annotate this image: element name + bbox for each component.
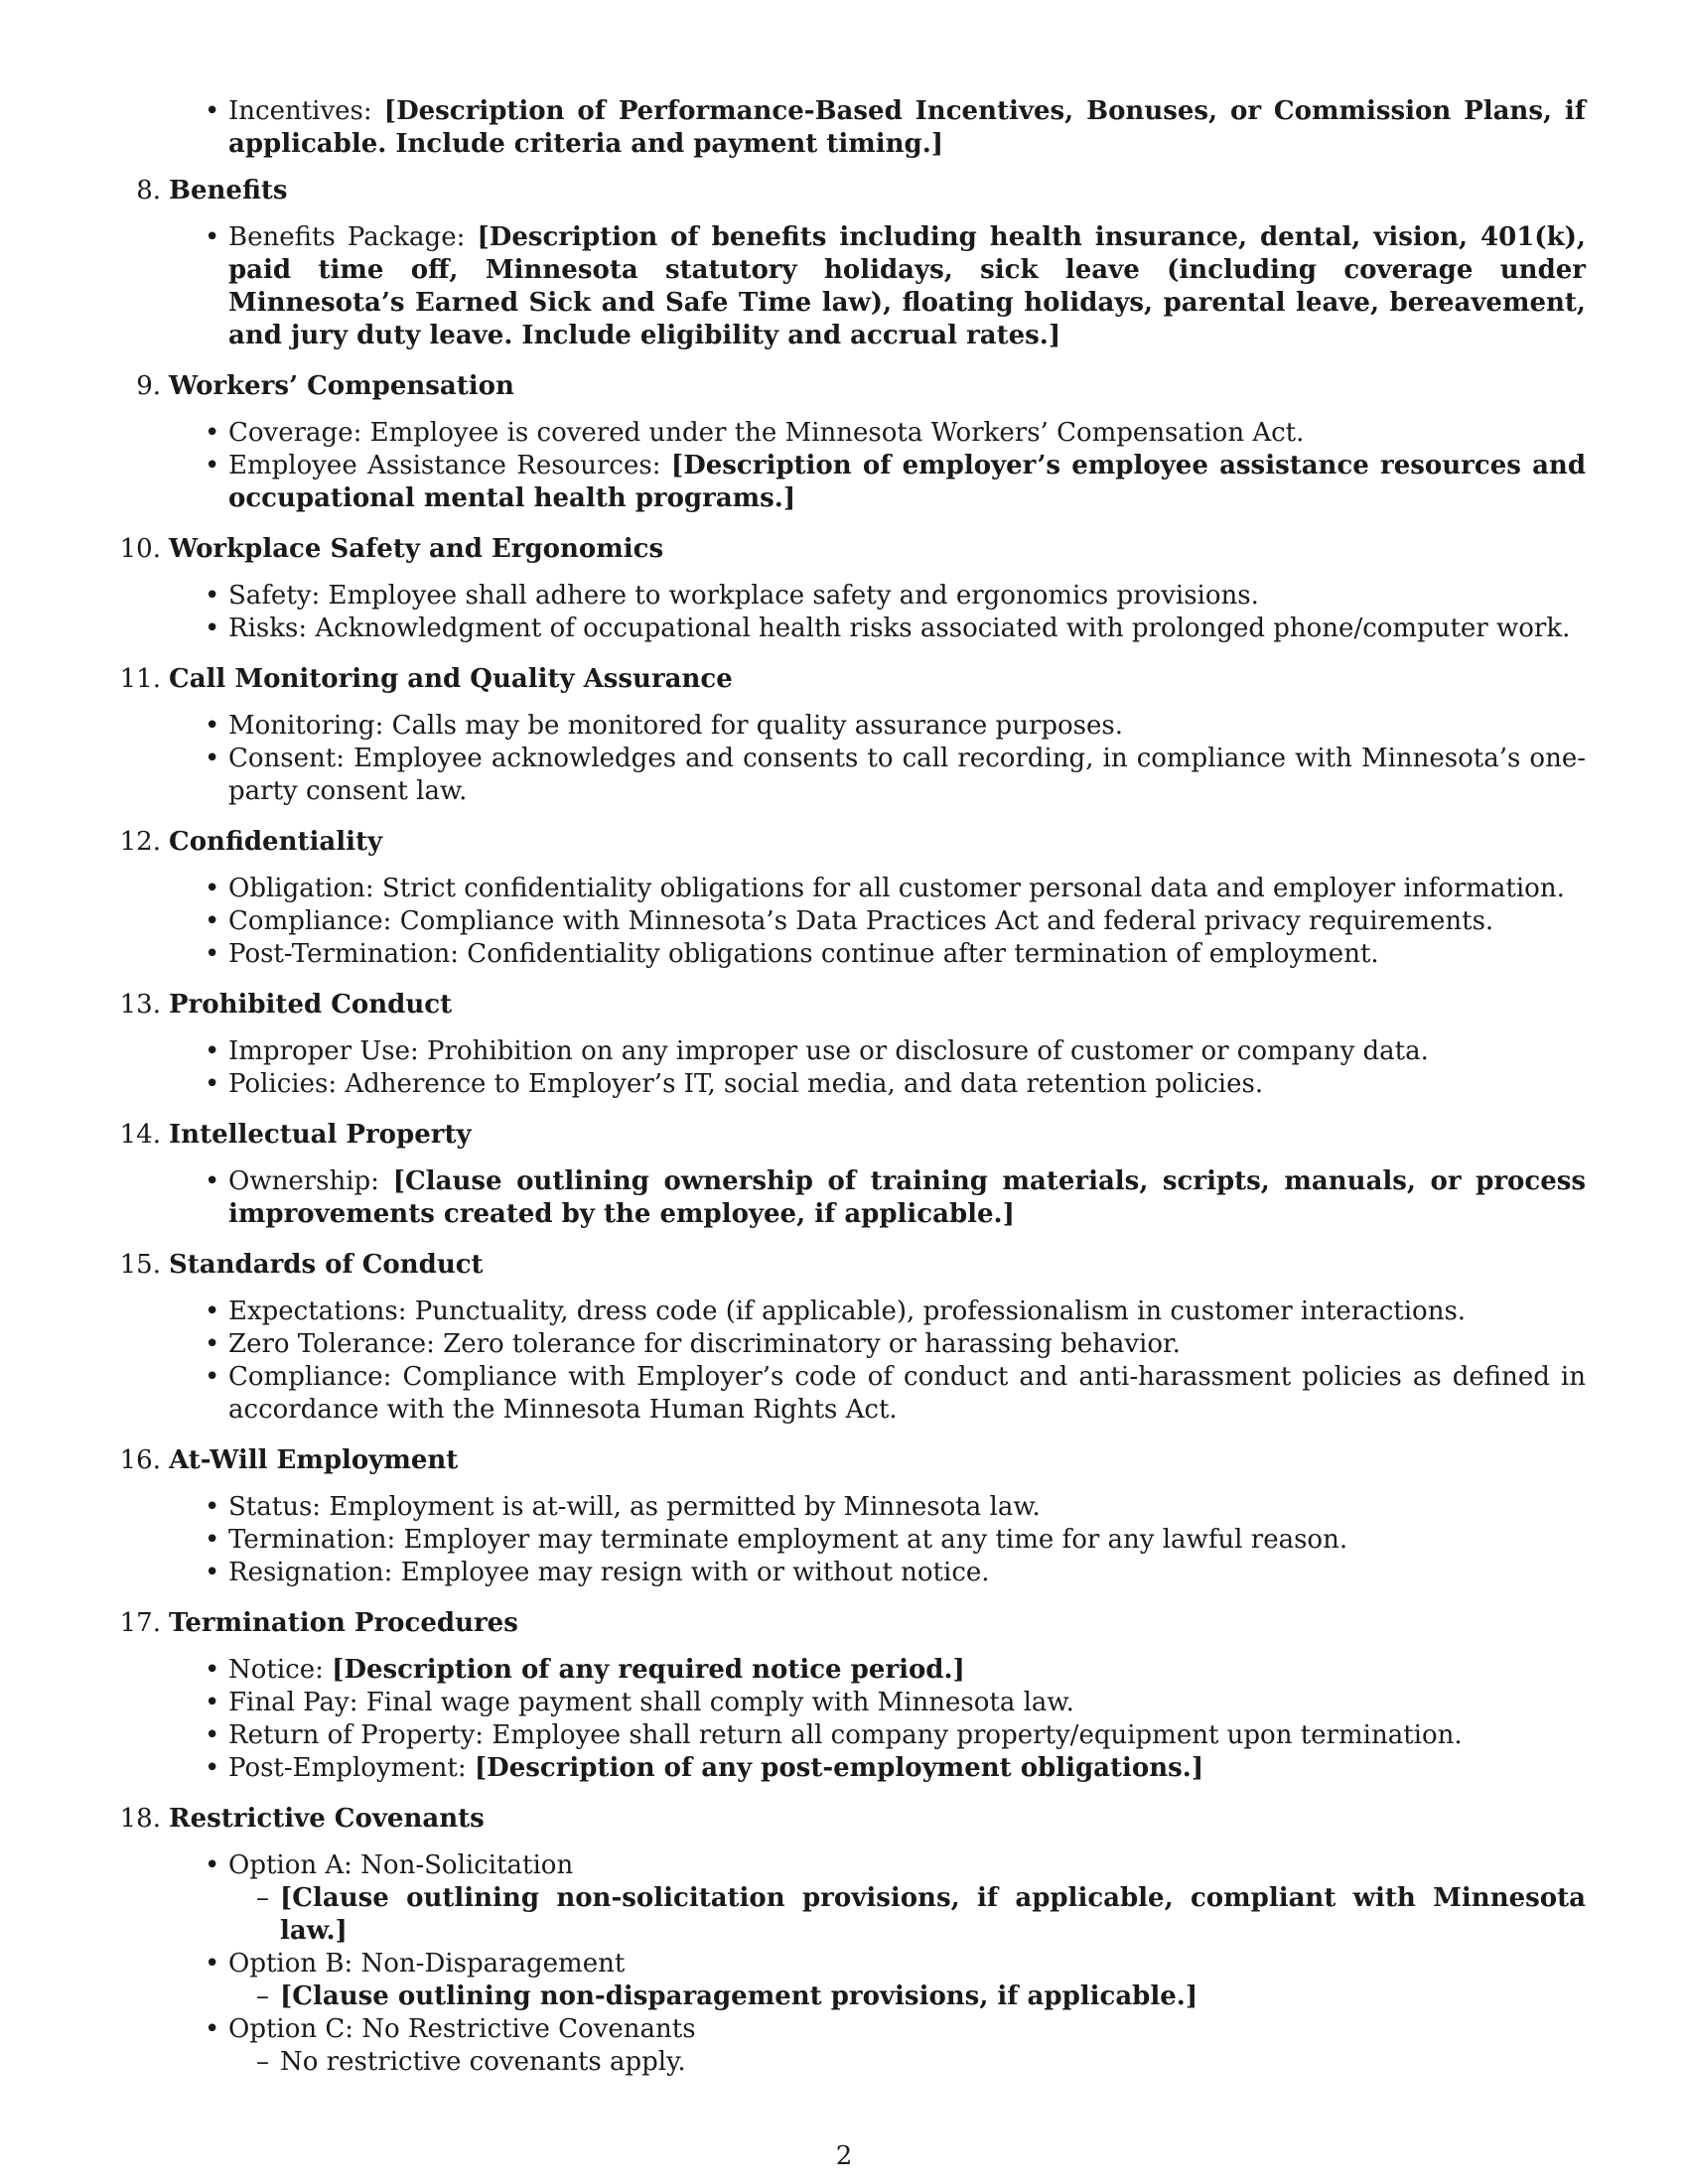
section-15 <box>119 1249 1586 1427</box>
list-item <box>228 710 1586 743</box>
item-label: Consent: <box>228 744 354 773</box>
item-label: Option C: No Restrictive Covenants <box>228 2014 696 2044</box>
list-item <box>228 1296 1586 1328</box>
section-16 <box>119 1444 1586 1589</box>
section-17 <box>119 1607 1586 1785</box>
section-title: Benefits <box>169 176 288 205</box>
item-text: Calls may be monitored for quality assurance purposes. <box>391 711 1124 741</box>
item-label: Incentives: <box>228 96 384 126</box>
item-label: Resignation: <box>228 1558 401 1587</box>
item-placeholder: [Description of Performance-Based Incentives, Bonuses, or Commission Plans, if applicable. Include criteria and payment timing.] <box>228 96 1586 159</box>
section-heading <box>119 663 1586 696</box>
list-item <box>228 743 1586 808</box>
item-label: Return of Property: <box>228 1720 492 1750</box>
sub-list-item <box>280 2046 1586 2079</box>
item-placeholder: [Clause outlining ownership of training materials, scripts, manuals, or process improvements created by the employee, if applicable.] <box>228 1166 1587 1229</box>
item-label: Zero Tolerance: <box>228 1329 444 1359</box>
item-text: Employee acknowledges and consents to call recording, in compliance with Minnesota’s one-party consent law. <box>228 744 1586 806</box>
item-placeholder: [Description of employer’s employee assistance resources and occupational mental health programs.] <box>228 451 1586 513</box>
bullet-list <box>169 1654 1586 1785</box>
continued-list <box>169 95 1586 161</box>
list-item <box>228 1719 1586 1752</box>
section-number: 12. <box>119 827 161 857</box>
item-text: Employee may resign with or without notice. <box>400 1558 990 1587</box>
section-heading <box>119 1119 1586 1152</box>
bullet-list <box>169 1491 1586 1589</box>
item-text: Employer may terminate employment at any time for any lawful reason. <box>403 1525 1348 1555</box>
bullet-list <box>169 1035 1586 1101</box>
section-heading <box>119 1444 1586 1477</box>
sub-item-text: No restrictive covenants apply. <box>280 2047 686 2077</box>
section-heading <box>119 533 1586 566</box>
section-number: 16. <box>119 1445 161 1475</box>
section-heading <box>136 175 1586 207</box>
bullet-list <box>169 873 1586 971</box>
item-text: Compliance with Minnesota’s Data Practices Act and federal privacy requirements. <box>399 906 1494 936</box>
section-heading <box>119 1249 1586 1282</box>
item-label: Expectations: <box>228 1297 415 1326</box>
section-10 <box>119 533 1586 645</box>
list-item <box>228 1687 1586 1719</box>
item-text: Employee shall adhere to workplace safety and ergonomics provisions. <box>328 581 1259 611</box>
list-item <box>228 1035 1586 1068</box>
list-item <box>228 1654 1586 1687</box>
item-label: Employee Assistance Resources: <box>228 451 671 480</box>
list-item <box>228 1557 1586 1589</box>
sub-list <box>228 1882 1586 1948</box>
list-item <box>228 221 1586 352</box>
section-heading <box>119 826 1586 859</box>
sub-item-placeholder: [Clause outlining non-solicitation provisions, if applicable, compliant with Minnesota law.] <box>280 1883 1586 1946</box>
list-item <box>228 2013 1586 2079</box>
list-item <box>228 938 1586 971</box>
section-title: At-Will Employment <box>169 1445 459 1475</box>
item-text: Final wage payment shall comply with Minnesota law. <box>365 1688 1074 1717</box>
section-title: Intellectual Property <box>169 1120 472 1150</box>
item-label: Risks: <box>228 614 316 643</box>
item-label: Compliance: <box>228 906 400 936</box>
bullet-list <box>169 1296 1586 1427</box>
item-text: Prohibition on any improper use or disclosure of customer or company data. <box>427 1036 1429 1066</box>
list-item <box>228 905 1586 938</box>
section-heading <box>136 370 1586 403</box>
bullet-list <box>169 221 1586 352</box>
item-text: Zero tolerance for discriminatory or harassing behavior. <box>443 1329 1181 1359</box>
list-item <box>228 417 1586 450</box>
sub-list <box>228 2046 1586 2079</box>
item-text: Employment is at-will, as permitted by Minnesota law. <box>329 1492 1041 1522</box>
section-number: 8. <box>136 176 161 205</box>
bullet-list <box>169 1849 1586 2079</box>
section-title: Workplace Safety and Ergonomics <box>169 534 664 564</box>
item-label: Post-Termination: <box>228 939 468 969</box>
list-item <box>228 450 1586 515</box>
page-number: 2 <box>835 2141 853 2171</box>
item-placeholder: [Description of benefits including health insurance, dental, vision, 401(k), paid time off, Minnesota statutory holidays, sick leave (including coverage under Minnesota’s Earned Sick and Safe Time law), floating holidays, parental leave, bereavement, and jury duty leave. Include eligibility and accrual rates.] <box>228 222 1586 350</box>
section-heading <box>119 989 1586 1022</box>
section-title: Restrictive Covenants <box>169 1804 485 1834</box>
list-item-incentives <box>205 95 1586 161</box>
section-title: Call Monitoring and Quality Assurance <box>169 664 733 694</box>
section-number: 15. <box>119 1250 161 1280</box>
list-item <box>228 1752 1586 1785</box>
section-number: 10. <box>119 534 161 564</box>
item-label: Option B: Non-Disparagement <box>228 1949 626 1979</box>
list-item <box>228 1948 1586 2013</box>
section-title: Workers’ Compensation <box>169 371 514 401</box>
section-14 <box>119 1119 1587 1231</box>
section-number: 11. <box>119 664 161 694</box>
list-item <box>228 613 1586 645</box>
item-text: Confidentiality obligations continue after termination of employment. <box>467 939 1379 969</box>
list-item <box>228 1491 1586 1524</box>
item-label: Final Pay: <box>228 1688 366 1717</box>
list-item <box>228 1361 1586 1427</box>
list-item <box>228 1849 1586 1948</box>
bullet-icon: • <box>205 96 220 126</box>
item-label: Safety: <box>228 581 329 611</box>
section-12 <box>119 826 1586 971</box>
section-number: 9. <box>136 371 161 401</box>
list-item <box>228 873 1586 905</box>
item-placeholder: [Description of any required notice period.] <box>332 1655 965 1685</box>
sub-list <box>228 1980 1586 2013</box>
sub-list-item <box>280 1882 1586 1948</box>
item-label: Coverage: <box>228 418 370 448</box>
section-number: 14. <box>119 1120 161 1150</box>
section-9 <box>136 370 1586 515</box>
item-text: Acknowledgment of occupational health risks associated with prolonged phone/computer work. <box>315 614 1571 643</box>
item-text: Compliance with Employer’s code of conduct and anti-harassment policies as defined in accordance with the Minnesota Human Rights Act. <box>228 1362 1586 1425</box>
bullet-list <box>169 417 1586 515</box>
item-label: Monitoring: <box>228 711 392 741</box>
section-number: 18. <box>119 1804 161 1834</box>
item-label: Compliance: <box>228 1362 403 1392</box>
list-item <box>228 1328 1586 1361</box>
item-label: Ownership: <box>228 1166 393 1196</box>
section-title: Prohibited Conduct <box>169 990 453 1020</box>
list-item <box>228 1524 1586 1557</box>
bullet-list <box>169 710 1586 808</box>
item-label: Status: <box>228 1492 330 1522</box>
bullet-list <box>169 1165 1586 1231</box>
item-label: Post-Employment: <box>228 1753 475 1783</box>
section-8 <box>136 175 1586 352</box>
section-heading <box>119 1607 1586 1640</box>
bullet-list <box>169 580 1586 645</box>
section-heading <box>119 1803 1586 1836</box>
item-text: Strict confidentiality obligations for all customer personal data and employer information. <box>381 874 1565 903</box>
list-item <box>228 580 1586 613</box>
item-label: Benefits Package: <box>228 222 478 252</box>
item-text: Employee is covered under the Minnesota Workers’ Compensation Act. <box>369 418 1305 448</box>
item-text: Adherence to Employer’s IT, social media, and data retention policies. <box>345 1069 1264 1099</box>
section-title: Standards of Conduct <box>169 1250 484 1280</box>
section-number: 13. <box>119 990 161 1020</box>
item-label: Termination: <box>228 1525 404 1555</box>
item-label: Policies: <box>228 1069 346 1099</box>
item-label: Obligation: <box>228 874 382 903</box>
section-title: Confidentiality <box>169 827 383 857</box>
item-label: Improper Use: <box>228 1036 428 1066</box>
list-item <box>228 1068 1586 1101</box>
section-title: Termination Procedures <box>169 1608 518 1638</box>
list-item <box>228 1165 1586 1231</box>
item-label: Option A: Non-Solicitation <box>228 1850 574 1880</box>
item-placeholder: [Description of any post-employment obligations.] <box>474 1753 1204 1783</box>
item-label: Notice: <box>228 1655 333 1685</box>
section-number: 17. <box>119 1608 161 1638</box>
sub-item-placeholder: [Clause outlining non-disparagement provisions, if applicable.] <box>280 1981 1198 2011</box>
section-11 <box>119 663 1586 808</box>
section-13 <box>119 989 1586 1101</box>
section-18 <box>119 1803 1586 2079</box>
item-text: Punctuality, dress code (if applicable), professionalism in customer interactions. <box>414 1297 1467 1326</box>
item-text: Employee shall return all company property/equipment upon termination. <box>492 1720 1463 1750</box>
sections-container <box>119 175 1587 2079</box>
sub-list-item <box>280 1980 1586 2013</box>
